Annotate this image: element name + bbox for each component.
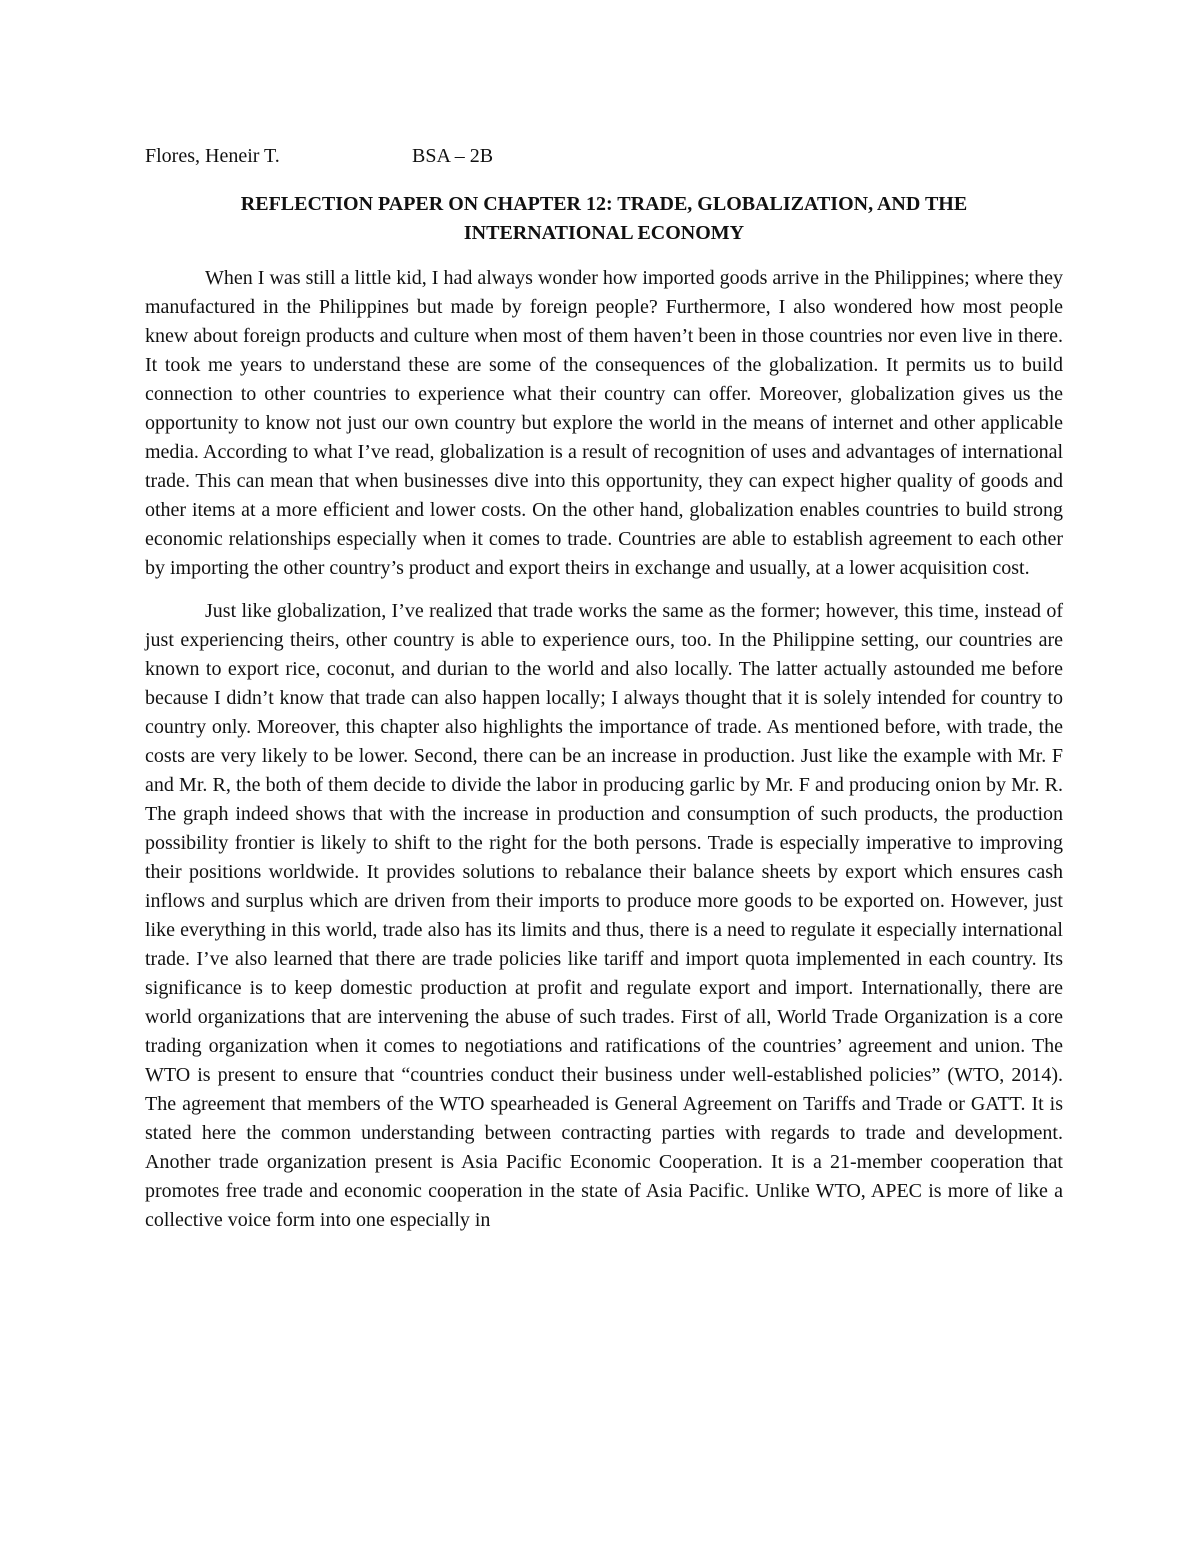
title-line-1: REFLECTION PAPER ON CHAPTER 12: TRADE, GLOBALIZATION, AND THE xyxy=(240,193,968,215)
document-title xyxy=(145,190,1063,248)
document-page xyxy=(145,140,1063,1235)
body-paragraph-2: Just like globalization, I’ve realized that trade works the same as the former; however, this time, instead of just experiencing theirs, other country is able to experience ours, too. In the Philippine setting, our countries are known to export rice, coconut, and durian to the world and also locally. The latter actually astounded me before because I didn’t know that trade can also happen locally; I always thought that it is solely intended for country to country only. Moreover, this chapter also highlights the importance of trade. As mentioned before, with trade, the costs are very likely to be lower. Second, there can be an increase in production. Just like the example with Mr. F and Mr. R, the both of them decide to divide the labor in producing garlic by Mr. F and producing onion by Mr. R. The graph indeed shows that with the increase in production and consumption of such products, the production possibility frontier is likely to shift to the right for the both persons. Trade is especially imperative to improving their positions worldwide. It provides solutions to rebalance their balance sheets by export which ensures cash inflows and surplus which are driven from their imports to produce more goods to be exported on. However, just like everything in this world, trade also has its limits and thus, there is a need to regulate it especially international trade. I’ve also learned that there are trade policies like tariff and import quota implemented in each country. Its significance is to keep domestic production at profit and regulate export and import. Internationally, there are world organizations that are intervening the abuse of such trades. First of all, World Trade Organization is a core trading organization when it comes to negotiations and ratifications of the countries’ agreement and union. The WTO is present to ensure that “countries conduct their business under well-established policies” (WTO, 2014). The agreement that members of the WTO spearheaded is General Agreement on Tariffs and Trade or GATT. It is stated here the common understanding between contracting parties with regards to trade and development. Another trade organization present is Asia Pacific Economic Cooperation. It is a 21-member cooperation that promotes free trade and economic cooperation in the state of Asia Pacific. Unlike WTO, APEC is more of like a collective voice form into one especially in xyxy=(145,600,1063,1231)
document-header xyxy=(145,140,1063,172)
title-line-2: INTERNATIONAL ECONOMY xyxy=(463,222,745,244)
body-paragraph-1: When I was still a little kid, I had always wonder how imported goods arrive in the Philippines; where they manufactured in the Philippines but made by foreign people? Furthermore, I also wondered how most people knew about foreign products and culture when most of them haven’t been in those countries nor even live in there. It took me years to understand these are some of the consequences of the globalization. It permits us to build connection to other countries to experience what their country can offer. Moreover, globalization gives us the opportunity to know not just our own country but explore the world in the means of internet and other applicable media. According to what I’ve read, globalization is a result of recognition of uses and advantages of international trade. This can mean that when businesses dive into this opportunity, they can expect higher quality of goods and other items at a more efficient and lower costs. On the other hand, globalization enables countries to build strong economic relationships especially when it comes to trade. Countries are able to establish agreement to each other by importing the other country’s product and export theirs in exchange and usually, at a lower acquisition cost. xyxy=(145,267,1063,579)
student-name: Flores, Heneir T. xyxy=(145,145,280,167)
course-section: BSA – 2B xyxy=(412,145,494,167)
